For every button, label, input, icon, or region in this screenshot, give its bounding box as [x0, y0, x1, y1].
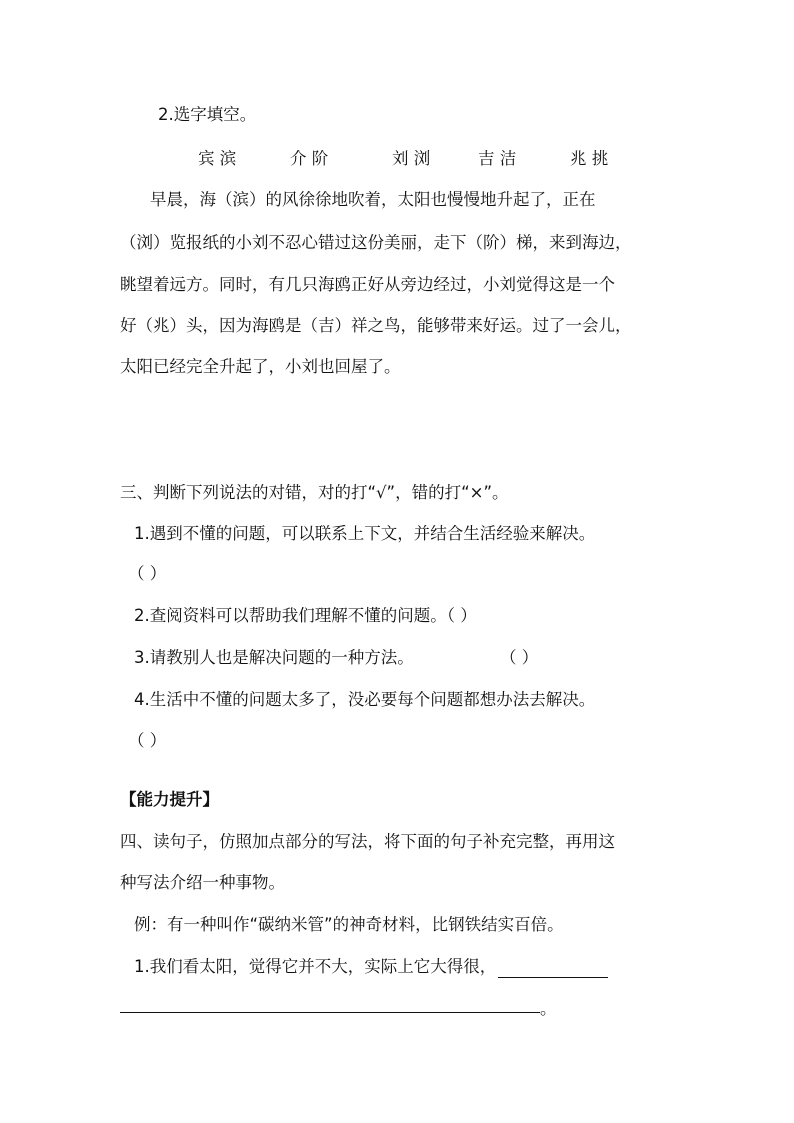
section4-heading-line-2: 种写法介绍一种事物。: [120, 873, 285, 892]
answer-blank-1[interactable]: [498, 961, 608, 978]
section2-heading: 2.选字填空。: [158, 105, 257, 124]
judge-question-4: 4.生活中不懂的问题太多了，没必要每个问题都想办法去解决。: [134, 690, 596, 709]
word-pair-5: 兆 挑: [570, 149, 609, 168]
section3-heading: 三、判断下列说法的对错，对的打“√”，错的打“×”。: [120, 483, 509, 502]
passage-line-2: （浏）览报纸的小刘不忍心错过这份美丽，走下（阶）梯，来到海边，: [120, 233, 632, 252]
example-sentence: 例：有一种叫作“碳纳米管”的神奇材料，比钢铁结实百倍。: [134, 915, 564, 934]
word-pair-2: 介 阶: [290, 149, 329, 168]
passage-line-4: 好（兆）头，因为海鸥是（吉）祥之鸟，能够带来好运。过了一会儿，: [120, 316, 632, 335]
word-pair-4: 吉 洁: [478, 149, 517, 168]
section4-heading-line-1: 四、读句子，仿照加点部分的写法，将下面的句子补充完整，再用这: [120, 832, 615, 851]
answer-line-2[interactable]: [120, 1012, 540, 1013]
judge-question-1: 1.遇到不懂的问题，可以联系上下文，并结合生活经验来解决。: [134, 524, 596, 543]
judge-answer-paren-3[interactable]: （ ）: [500, 648, 539, 667]
judge-answer-paren-4[interactable]: （ ）: [128, 731, 167, 750]
passage-line-5: 太阳已经完全升起了，小刘也回屋了。: [120, 357, 401, 376]
judge-question-3: 3.请教别人也是解决问题的一种方法。: [134, 648, 414, 667]
fill-question-1: [134, 956, 608, 978]
judge-question-2: 2.查阅资料可以帮助我们理解不懂的问题。（ ）: [134, 606, 477, 625]
word-pair-3: 刘 浏: [392, 149, 431, 168]
word-pair-1: 宾 滨: [198, 149, 237, 168]
passage-line-3: 眺望着远方。同时，有几只海鸥正好从旁边经过，小刘觉得这是一个: [120, 275, 615, 294]
word-pairs-row: [0, 148, 794, 170]
judge-answer-paren-1[interactable]: （ ）: [128, 564, 167, 583]
fill-question-1-text: 1.我们看太阳，觉得它并不大，实际上它大得很，: [134, 957, 497, 976]
passage-line-1: 早晨，海（滨）的风徐徐地吹着，太阳也慢慢地升起了，正在: [150, 190, 596, 209]
ability-heading: 【能力提升】: [120, 790, 219, 809]
fill-question-1-end: 。: [540, 999, 557, 1018]
